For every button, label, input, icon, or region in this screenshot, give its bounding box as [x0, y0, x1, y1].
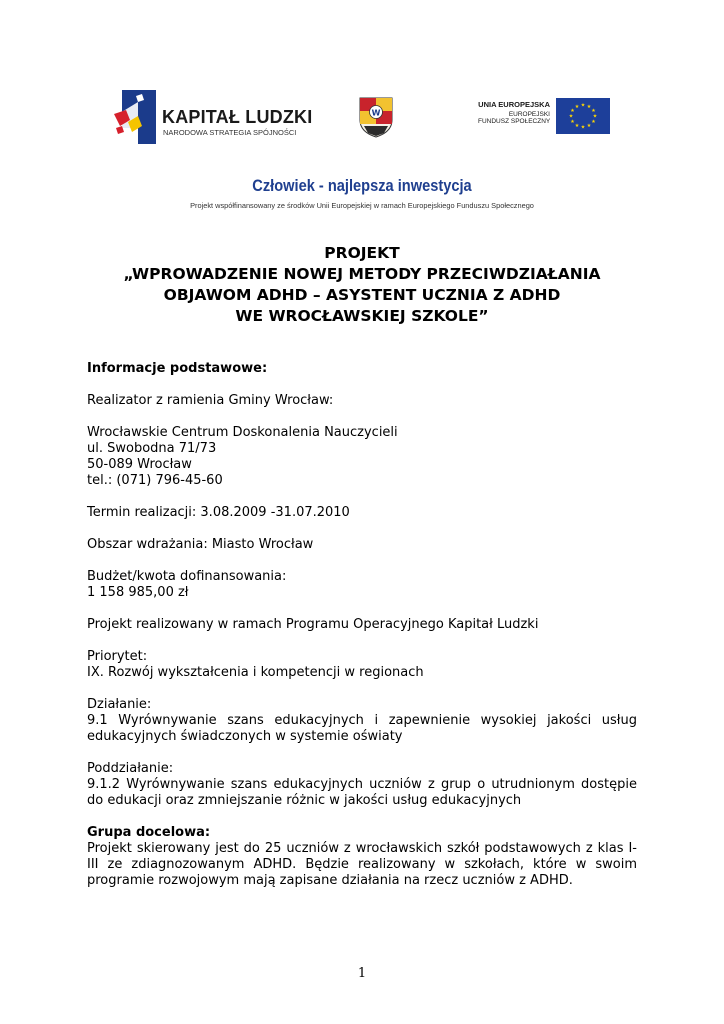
wroclaw-coat-of-arms-icon — [358, 96, 394, 138]
svg-text:★: ★ — [586, 123, 592, 129]
target-text: Projekt skierowany jest do 25 uczniów z wrocławskich szkół podstawowych z klas I-III ze zdiagnozowanym ADHD. Będzie realizowany w szkołach, które w swoim programie rozwojowym mają zapisane działania na rzecz uczniów z ADHD. — [87, 841, 637, 888]
realizator-label: Realizator z ramienia Gminy Wrocław: — [87, 393, 334, 408]
action-label: Działanie: — [87, 697, 152, 712]
slogan: Człowiek - najlepsza inwestycja — [252, 176, 472, 195]
subaction-label: Poddziałanie: — [87, 761, 174, 776]
eu-flag-icon — [556, 98, 610, 134]
svg-text:★: ★ — [591, 108, 596, 114]
kapital-ludzki-logo-icon — [112, 88, 158, 146]
eu-line2: EUROPEJSKI — [508, 111, 550, 118]
priority-value: IX. Rozwój wykształcenia i kompetencji w regionach — [87, 665, 424, 680]
kapital-ludzki-subtitle: NARODOWA STRATEGIA SPÓJNOŚCI — [163, 128, 297, 137]
svg-text:★: ★ — [591, 119, 596, 125]
action-value: 9.1 Wyrównywanie szans edukacyjnych i zapewnienie wysokiej jakości usług edukacyjnych świadczonych w systemie oświaty — [87, 713, 637, 744]
svg-text:★: ★ — [568, 113, 574, 120]
svg-text:★: ★ — [574, 123, 580, 129]
title-line-3: OBJAWOM ADHD – ASYSTENT UCZNIA Z ADHD — [163, 286, 561, 304]
title-line-2: „WPROWADZENIE NOWEJ METODY PRZECIWDZIAŁANIA — [123, 265, 601, 283]
document-title — [70, 243, 654, 327]
eu-fund-label — [478, 100, 550, 125]
eu-line1: UNIA EUROPEJSKA — [478, 100, 550, 109]
svg-text:★: ★ — [570, 108, 575, 114]
priority-label: Priorytet: — [87, 649, 148, 664]
title-line-1: PROJEKT — [324, 244, 400, 262]
svg-text:★: ★ — [574, 104, 580, 110]
program: Projekt realizowany w ramach Programu Operacyjnego Kapitał Ludzki — [87, 617, 539, 632]
area: Obszar wdrażania: Miasto Wrocław — [87, 537, 314, 552]
org-name: Wrocławskie Centrum Doskonalenia Nauczycieli — [87, 425, 398, 440]
org-city: 50-089 Wrocław — [87, 457, 192, 472]
document-body — [87, 361, 637, 889]
cofinancing-note: Projekt współfinansowany ze środków Unii Europejskiej w ramach Europejskiego Funduszu Społecznego — [190, 201, 534, 210]
org-street: ul. Swobodna 71/73 — [87, 441, 217, 456]
page-number: 1 — [357, 966, 367, 981]
term: Termin realizacji: 3.08.2009 -31.07.2010 — [87, 505, 350, 520]
svg-text:★: ★ — [586, 104, 592, 110]
eu-line3: FUNDUSZ SPOŁECZNY — [478, 118, 551, 125]
target-heading: Grupa docelowa: — [87, 825, 211, 840]
title-line-4: WE WROCŁAWSKIEJ SZKOLE” — [235, 307, 489, 325]
org-phone: tel.: (071) 796-45-60 — [87, 473, 223, 488]
svg-text:★: ★ — [580, 102, 586, 109]
budget-label: Budżet/kwota dofinansowania: — [87, 569, 287, 584]
svg-text:★: ★ — [592, 113, 598, 120]
svg-text:★: ★ — [580, 124, 586, 131]
svg-text:★: ★ — [570, 119, 575, 125]
subaction-value: 9.1.2 Wyrównywanie szans edukacyjnych uczniów z grup o utrudnionym dostępie do edukacji oraz zmniejszanie różnic w jakości usług edukacyjnych — [87, 777, 637, 808]
svg-text:W: W — [371, 108, 381, 118]
kapital-ludzki-title: KAPITAŁ LUDZKI — [162, 107, 313, 127]
budget-value: 1 158 985,00 zł — [87, 585, 189, 600]
info-heading: Informacje podstawowe: — [87, 361, 268, 376]
